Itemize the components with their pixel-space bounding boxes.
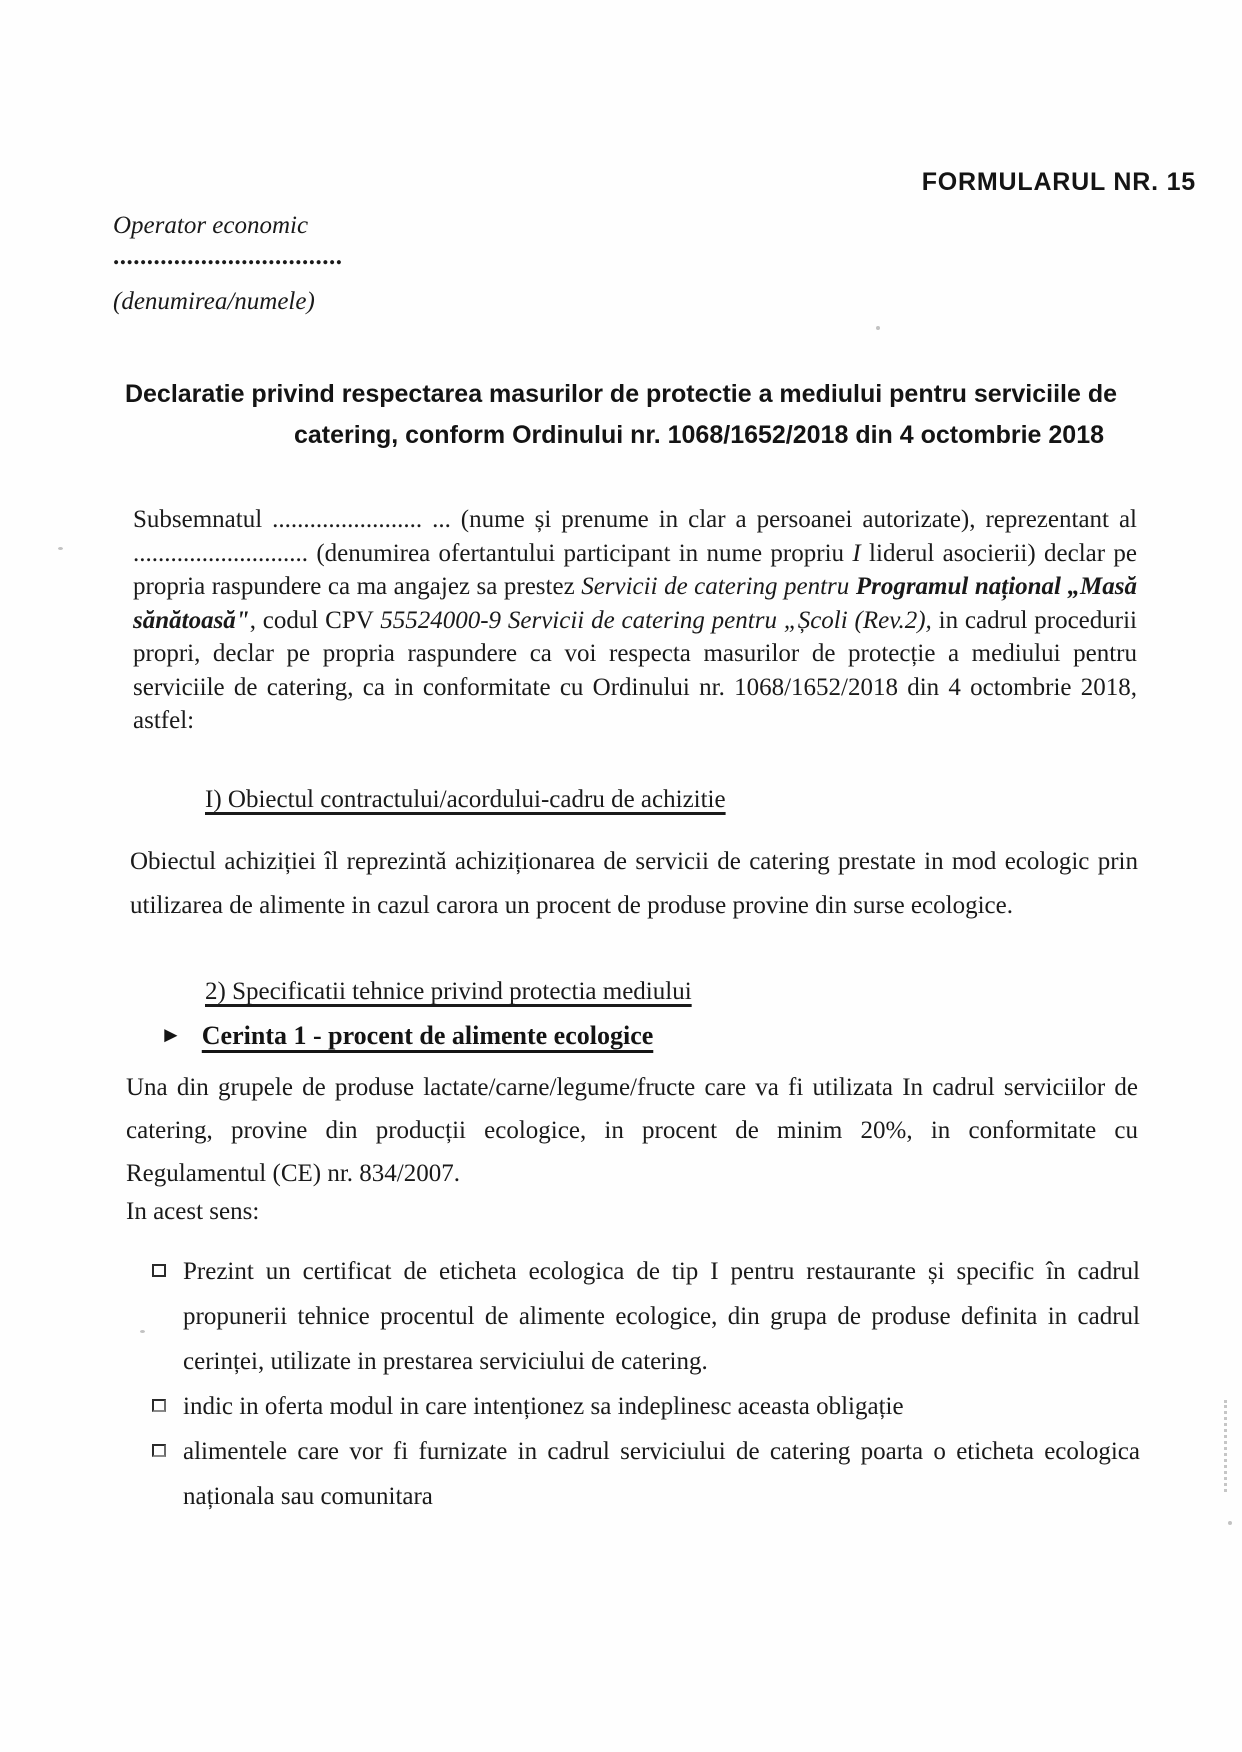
scan-artifact-speck <box>140 1330 145 1333</box>
form-number: FORMULARUL NR. 15 <box>921 168 1196 196</box>
document-title <box>100 374 1142 456</box>
scan-artifact-speck <box>876 326 880 330</box>
requirement-1-label: Cerinta 1 - procent de alimente ecologice <box>201 1021 654 1050</box>
checkbox-list <box>126 1249 1140 1519</box>
triangle-right-icon: ► <box>160 1022 182 1047</box>
scan-artifact-speck <box>58 547 63 550</box>
checkbox-icon <box>152 1444 166 1457</box>
list-item <box>126 1429 1140 1519</box>
operator-name-hint: (denumirea/numele) <box>113 288 315 315</box>
section-1-body: Obiectul achiziției îl reprezintă achiziționarea de servicii de catering prestate in mod ecologic prin utilizarea de alimente in cazul carora un procent de produse provine din surse ecologice. <box>130 848 1138 919</box>
list-intro-label: In acest sens: <box>126 1198 260 1225</box>
document-title-line1: Declaratie privind respectarea masurilor de protectie a mediului pentru serviciile de <box>124 380 1118 408</box>
list-item-text: Prezint un certificat de eticheta ecologica de tip I pentru restaurante și specific în cadrul propunerii tehnice procentul de alimente ecologice, din grupa de produse definita in cadrul cerinței, utilizate in prestarea serviciului de catering. <box>183 1258 1140 1375</box>
scan-artifact-dotted-line <box>1224 1400 1227 1492</box>
operator-name-blank: .................................. <box>113 243 343 270</box>
requirement-1-body: Una din grupele de produse lactate/carne/legume/fructe care va fi utilizata In cadrul serviciilor de catering, provine din producții ecologice, in procent de minim 20%, in conformitate cu Regulamentul (CE) nr. 834/2007. <box>126 1074 1138 1187</box>
requirement-1-heading <box>160 1021 653 1051</box>
scan-artifact-speck <box>1228 1521 1232 1525</box>
section-2-heading: 2) Specificatii tehnice privind protectia mediului <box>205 978 692 1005</box>
list-item <box>126 1249 1140 1384</box>
section-1-heading: I) Obiectul contractului/acordului-cadru de achizitie <box>205 786 726 813</box>
checkbox-icon <box>152 1264 166 1277</box>
document-title-line2: catering, conform Ordinului nr. 1068/1652/2018 din 4 octombrie 2018 <box>293 421 1105 449</box>
checkbox-icon <box>152 1399 166 1412</box>
operator-economic-label: Operator economic <box>113 212 309 239</box>
list-item-text: indic in oferta modul in care intenționez sa indeplinesc aceasta obligație <box>183 1393 904 1420</box>
list-item-text: alimentele care vor fi furnizate in cadrul serviciului de catering poarta o eticheta ecologica naționala sau comunitara <box>183 1438 1140 1510</box>
declaration-paragraph: Subsemnatul ........................ ... (nume și prenume in clar a persoanei autorizate), reprezentant al ............................ (denumirea ofertantului participant in nume propriu I liderul asocierii) declar pe propria raspundere ca ma angajez sa prestez Servicii de catering pentru Programul național „Masă sănătoasă", codul CPV 55524000-9 Servicii de catering pentru „Școli (Rev.2), in cadrul procedurii propri, declar pe propria raspundere ca voi respecta masurilor de protecție a mediului pentru serviciile de catering, ca in conformitate cu Ordinului nr. 1068/1652/2018 din 4 octombrie 2018, astfel: <box>133 506 1138 734</box>
list-item <box>126 1384 1140 1429</box>
